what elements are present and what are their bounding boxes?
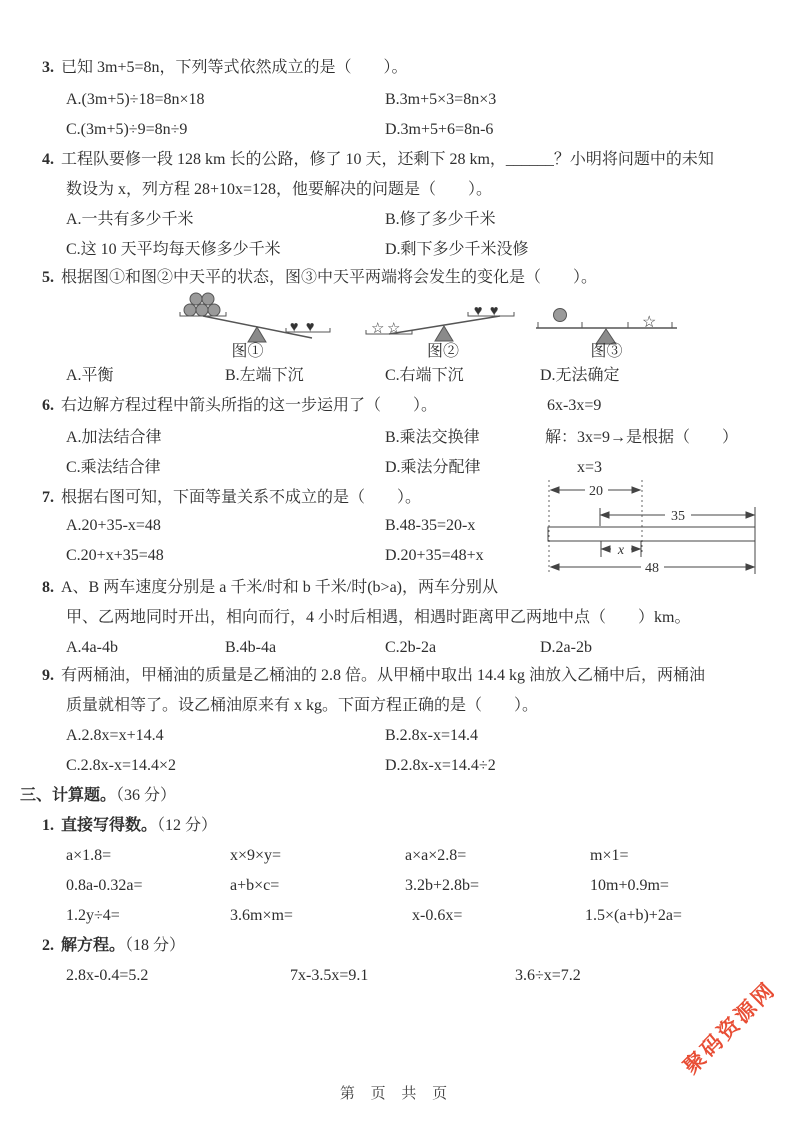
q8-option-d: D.2a-2b: [540, 639, 592, 656]
q6-option-b: B.乘法交换律: [385, 429, 480, 446]
figure2-label: 图②: [426, 343, 459, 360]
q5-stem: [42, 268, 597, 288]
segment-diagram: [545, 477, 760, 577]
section3-title: [20, 786, 176, 806]
segment-bar: [548, 527, 755, 541]
section3-title-text: 计算题。: [52, 787, 117, 804]
ball-icon: [184, 293, 220, 316]
q7-option-c: C.20+x+35=48: [66, 547, 164, 564]
q8-stem-line1: [42, 578, 498, 598]
star-icon: ☆: [371, 321, 385, 337]
q3-option-b: B.3m+5×3=8n×3: [385, 91, 497, 108]
q3-option-c: C.(3m+5)÷9=8n÷9: [66, 121, 188, 138]
watermark-stamp: 聚码资源网: [679, 977, 781, 1079]
q9-stem-text1: 有两桶油，甲桶油的质量是乙桶油的 2.8 倍。从甲桶中取出 14.4 kg 油放入乙桶中后，两桶油: [61, 667, 706, 684]
heart-icon: ♥: [290, 320, 299, 335]
q5-option-b: B.左端下沉: [225, 367, 304, 384]
q3-option-a: A.(3m+5)÷18=8n×18: [66, 91, 205, 108]
equation-item: 7x-3.5x=9.1: [290, 967, 369, 984]
q5-stem-text: 根据图①和图②中天平的状态，图③中天平两端将会发生的变化是（ ）。: [61, 269, 598, 286]
q9-option-a: A.2.8x=x+14.4: [66, 727, 164, 744]
sub1-number: 1.: [42, 817, 54, 834]
equation-item: 2.8x-0.4=5.2: [66, 967, 149, 984]
q9-option-c: C.2.8x-x=14.4×2: [66, 757, 177, 774]
q8-option-b: B.4b-4a: [225, 639, 277, 656]
q6-work-line3: x=3: [577, 459, 603, 476]
q5-option-a: A.平衡: [66, 367, 114, 384]
left-pan-icon: [538, 322, 582, 328]
sub1-heading: [42, 816, 217, 836]
section3-number: 三、: [20, 787, 53, 804]
sub2-score: （18 分）: [125, 937, 186, 954]
q9-stem-line2: 质量就相等了。设乙桶油原来有 x kg。下面方程正确的是（ ）。: [66, 697, 539, 714]
page-footer: 第 页 共 页: [339, 1086, 454, 1102]
q5-number: 5.: [42, 269, 54, 286]
q7-option-a: A.20+35-x=48: [66, 517, 161, 534]
q6-option-d: D.乘法分配律: [385, 459, 481, 476]
q5-option-d: D.无法确定: [540, 367, 620, 384]
q7-stem: [42, 488, 421, 508]
q3-stem-text: 已知 3m+5=8n，下列等式依然成立的是（ ）。: [61, 59, 408, 76]
sub2-heading: [42, 936, 185, 956]
sub2-title: 解方程。: [61, 937, 126, 954]
label-20: 20: [589, 484, 603, 499]
calc-item: x×9×y=: [230, 847, 282, 864]
q4-option-a: A.一共有多少千米: [66, 211, 194, 228]
q7-option-d: D.20+35=48+x: [385, 547, 484, 564]
label-35: 35: [671, 509, 685, 524]
q8-option-c: C.2b-2a: [385, 639, 437, 656]
calc-item: m×1=: [590, 847, 629, 864]
figure3-label: 图③: [590, 343, 623, 360]
star-icon: ☆: [642, 314, 657, 331]
q8-stem-text1: A、B 两车速度分别是 a 千米/时和 b 千米/时(b>a)，两车分别从: [61, 579, 499, 596]
q3-stem: [42, 58, 408, 78]
q9-number: 9.: [42, 667, 54, 684]
q9-stem-line1: [42, 666, 705, 686]
q8-number: 8.: [42, 579, 54, 596]
q4-option-d: D.剩下多少千米没修: [385, 241, 529, 258]
calc-item: x-0.6x=: [412, 907, 463, 924]
calc-item: 1.5×(a+b)+2a=: [585, 907, 682, 924]
q7-stem-text: 根据右图可知，下面等量关系不成立的是（ ）。: [61, 489, 422, 506]
q4-option-b: B.修了多少千米: [385, 211, 496, 228]
label-48: 48: [645, 561, 659, 576]
sub2-number: 2.: [42, 937, 54, 954]
heart-icon: ♥: [490, 304, 499, 319]
calc-item: a+b×c=: [230, 877, 280, 894]
q4-stem-line2: 数设为 x，列方程 28+10x=128，他要解决的问题是（ ）。: [66, 181, 493, 198]
q6-stem-text: 右边解方程过程中箭头所指的这一步运用了（ ）。: [61, 397, 438, 414]
q6-number: 6.: [42, 397, 54, 414]
q4-option-c: C.这 10 天平均每天修多少千米: [66, 241, 281, 258]
calc-item: 3.6m×m=: [230, 907, 293, 924]
q6-stem: [42, 396, 437, 416]
q6-option-c: C.乘法结合律: [66, 459, 161, 476]
sub1-score: （12 分）: [157, 817, 218, 834]
q6-work-line1: 6x-3x=9: [547, 397, 602, 414]
q8-option-a: A.4a-4b: [66, 639, 118, 656]
section3-score: （36 分）: [116, 787, 177, 804]
calc-item: 10m+0.9m=: [590, 877, 669, 894]
q4-stem-text1: 工程队要修一段 128 km 长的公路，修了 10 天，还剩下 28 km，______？小明将问题中的未知: [61, 151, 714, 168]
heart-icon: ♥: [306, 320, 315, 335]
q5-option-c: C.右端下沉: [385, 367, 464, 384]
balance-scale-figure-1: [160, 292, 335, 344]
q6-work-line2: 解：3x=9→是根据（ ）: [545, 429, 739, 446]
heart-icon: ♥: [474, 304, 483, 319]
calc-item: a×a×2.8=: [405, 847, 467, 864]
q4-stem-line1: [42, 150, 714, 170]
q9-option-d: D.2.8x-x=14.4÷2: [385, 757, 496, 774]
q7-number: 7.: [42, 489, 54, 506]
q7-option-b: B.48-35=20-x: [385, 517, 476, 534]
q6-option-a: A.加法结合律: [66, 429, 162, 446]
q4-number: 4.: [42, 151, 54, 168]
figure1-label: 图①: [231, 343, 264, 360]
calc-item: 3.2b+2.8b=: [405, 877, 480, 894]
equation-item: 3.6÷x=7.2: [515, 967, 581, 984]
calc-item: 0.8a-0.32a=: [66, 877, 143, 894]
calc-item: a×1.8=: [66, 847, 112, 864]
label-x: x: [617, 543, 625, 558]
q3-option-d: D.3m+5+6=8n-6: [385, 121, 494, 138]
star-icon: ☆: [387, 321, 401, 337]
ball-icon: [554, 309, 567, 322]
q9-option-b: B.2.8x-x=14.4: [385, 727, 479, 744]
calc-item: 1.2y÷4=: [66, 907, 120, 924]
sub1-title: 直接写得数。: [61, 817, 158, 834]
q8-stem-line2: 甲、乙两地同时开出，相向而行，4 小时后相遇，相遇时距离甲乙两地中点（ ）km。: [66, 609, 691, 626]
q3-number: 3.: [42, 59, 54, 76]
